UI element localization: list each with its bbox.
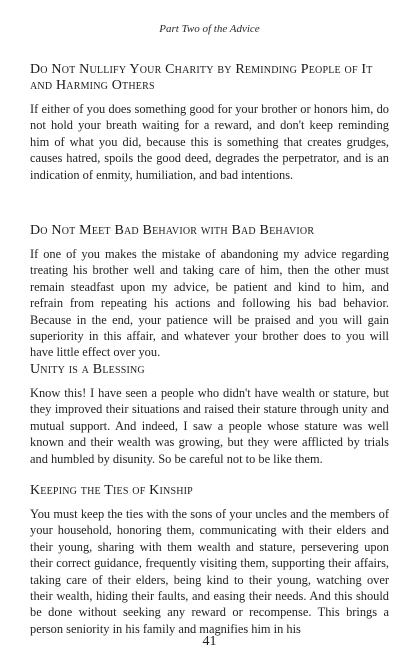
section-heading: Do Not Meet Bad Behavior with Bad Behavior [30, 223, 315, 238]
section-charity [30, 62, 389, 183]
running-head: Part Two of the Advice [159, 23, 260, 35]
section-body: If one of you makes the mistake of abandoning my advice regarding treating his brother well and taking care of him, then the other must remain steadfast upon my advice, be patient and kind to him, and refrain from repeating his actions and following his bad behavior. Because in the end, your patience will be praised and you will gain superiority in this affair, and whatever your brother does to you will have little effect over you. [30, 247, 389, 360]
page-number: 41 [202, 634, 217, 649]
section-heading: Unity is a Blessing [30, 362, 145, 377]
section-body: If either of you does something good for your brother or honors him, do not hold your breath waiting for a reward, and don't keep reminding him of what you did, because this is something that creates grudges, causes hatred, spoils the good deed, degrades the perpetrator, and is an indication of enmity, humiliation, and bad intentions. [30, 102, 389, 182]
section-body: Know this! I have seen a people who didn't have wealth or stature, but they improved their situations and raised their stature through unity and mutual support. And indeed, I saw a people whose stature was well known and their wealth was growing, but they were afflicted by trials and humbled by disunity. So be careful not to be like them. [30, 386, 389, 466]
section-heading: Keeping the Ties of Kinship [30, 483, 193, 498]
section-unity [30, 362, 389, 467]
book-page [30, 0, 389, 660]
section-bad-behavior [30, 223, 389, 361]
section-kinship [30, 483, 389, 637]
section-heading: Do Not Nullify Your Charity by Reminding People of It and Harming Others [30, 62, 373, 93]
section-body: You must keep the ties with the sons of your uncles and the members of your household, honoring them, communicating with their elders and their young, sharing with them wealth and stature, persevering upon their correct guidance, frequently visiting them, supporting their affairs, taking care of their elders, being kind to their young, watching over their wealth, hiding their faults, and easing their needs. And this should be done without seeking any reward or recompense. This brings a person seniority in his family and magnifies him in his [30, 507, 389, 636]
